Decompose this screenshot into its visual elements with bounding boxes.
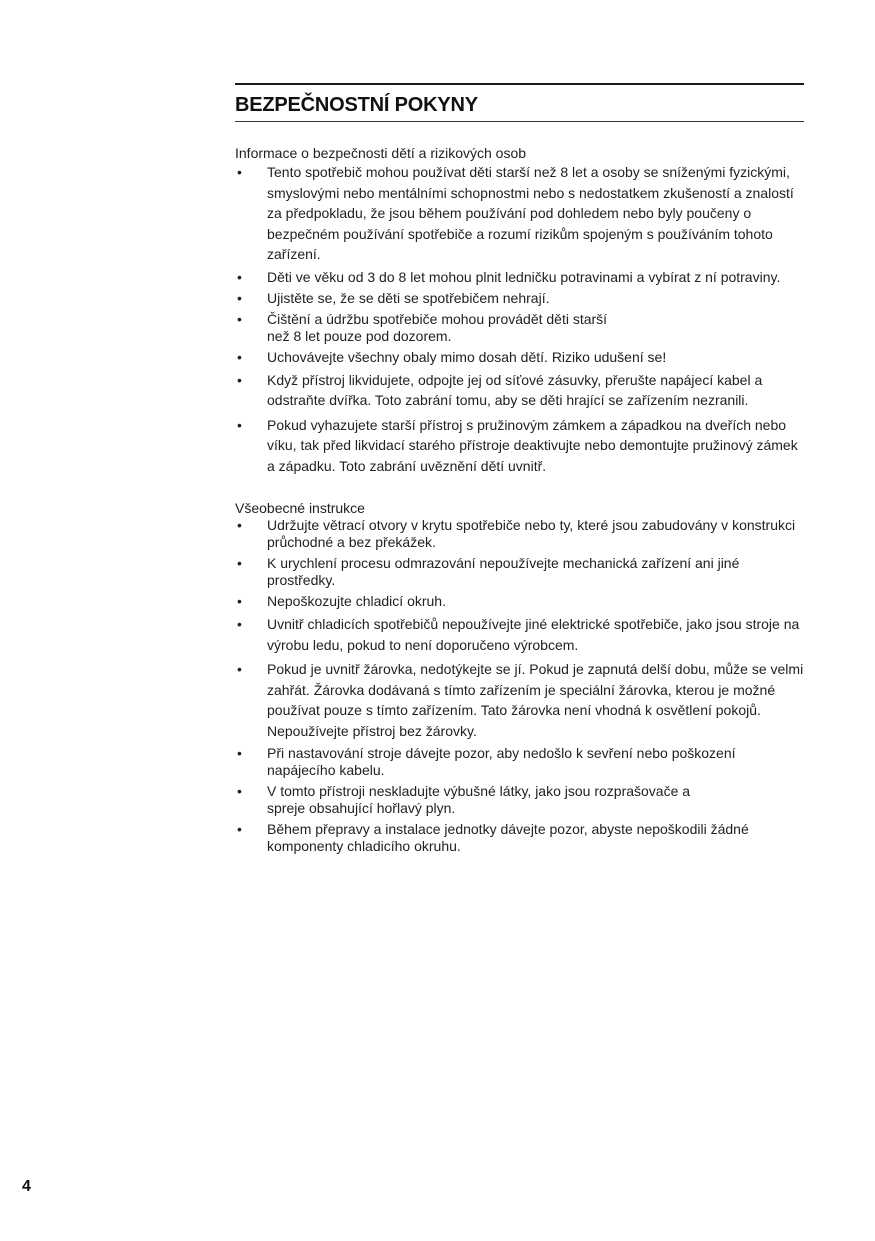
list-item — [235, 659, 804, 741]
list-item — [235, 370, 804, 411]
bullet-icon: • — [237, 593, 242, 609]
list-item — [235, 783, 804, 817]
title-top-rule — [235, 83, 804, 85]
bullet-icon: • — [237, 616, 242, 632]
title-bottom-rule — [235, 121, 804, 122]
list-item — [235, 821, 804, 855]
bullet-icon: • — [237, 371, 242, 388]
general-instructions-list — [235, 517, 804, 855]
bullet-icon: • — [237, 268, 242, 285]
page-number: 4 — [22, 1178, 31, 1195]
list-item-text: Během přepravy a instalace jednotky dávejte pozor, abyste nepoškodili žádné komponenty chladicího okruhu. — [267, 821, 749, 854]
section-heading-general: Všeobecné instrukce — [235, 500, 365, 516]
list-item — [235, 517, 804, 551]
page-title: BEZPEČNOSTNÍ POKYNY — [235, 94, 478, 116]
list-item — [235, 269, 804, 286]
list-item — [235, 162, 804, 265]
list-item-text: Uvnitř chladicích spotřebičů nepoužívejte jiné elektrické spotřebiče, jako jsou stroje na výrobu ledu, pokud to není doporučeno výrobcem. — [267, 616, 800, 653]
list-item-text: Čištění a údržbu spotřebiče mohou provádět děti starší než 8 let pouze pod dozorem. — [267, 310, 608, 344]
list-item-text: Pokud vyhazujete starší přístroj s pružinovým zámkem a západkou na dveřích nebo víku, tak před likvidací starého přístroje deaktivujte nebo demontujte pružinový zámek a západku. Toto zabrání uvěznění dětí uvnitř. — [267, 416, 798, 474]
list-item — [235, 349, 804, 366]
list-item-text: Tento spotřebič mohou používat děti starší než 8 let a osoby se sníženými fyzickými, smyslovými nebo mentálními schopnostmi nebo s nedostatkem zkušeností a znalostí za předpokladu, že jsou během používání pod dohledem nebo byly poučeny o bezpečném používání spotřebiče a rozumí rizikům spojeným s používáním tohoto zařízení. — [267, 164, 794, 262]
list-item-text: Udržujte větrací otvory v krytu spotřebiče nebo ty, které jsou zabudovány v konstrukci průchodné a bez překážek. — [267, 517, 796, 550]
list-item — [235, 614, 804, 655]
bullet-icon: • — [237, 164, 242, 180]
bullet-icon: • — [237, 661, 242, 677]
list-item — [235, 745, 804, 779]
bullet-icon: • — [237, 416, 242, 433]
list-item-text: Když přístroj likvidujete, odpojte jej od síťové zásuvky, přerušte napájecí kabel a odstraňte dvířka. Toto zabrání tomu, aby se děti hrající se zařízením nezranili. — [267, 371, 763, 408]
bullet-icon: • — [237, 783, 242, 799]
list-item-text: Při nastavování stroje dávejte pozor, aby nedošlo k sevření nebo poškození napájecího kabelu. — [267, 745, 736, 778]
list-item-text: Děti ve věku od 3 do 8 let mohou plnit ledničku potravinami a vybírat z ní potraviny. — [267, 268, 781, 285]
list-item-text: Uchovávejte všechny obaly mimo dosah dětí. Riziko udušení se! — [267, 348, 667, 365]
list-item — [235, 290, 804, 307]
bullet-icon: • — [237, 517, 242, 533]
bullet-icon: • — [237, 745, 242, 761]
bullet-icon: • — [237, 310, 242, 327]
page-content — [235, 83, 804, 859]
list-item — [235, 555, 804, 589]
list-item-text: Nepoškozujte chladicí okruh. — [267, 593, 446, 609]
bullet-icon: • — [237, 289, 242, 306]
list-item-text: K urychlení procesu odmrazování nepoužívejte mechanická zařízení ani jiné prostředky. — [267, 555, 740, 588]
list-item — [235, 415, 804, 477]
child-safety-list — [235, 162, 804, 476]
list-item-text: Pokud je uvnitř žárovka, nedotýkejte se jí. Pokud je zapnutá delší dobu, může se velmi zahřát. Žárovka dodávaná s tímto zařízením je speciální žárovka, kterou je možné používat pouze s tímto zařízením. Tato žárovka není vhodná k osvětlení pokojů. Nepoužívejte přístroj bez žárovky. — [267, 661, 804, 739]
list-item — [235, 311, 804, 345]
bullet-icon: • — [237, 555, 242, 571]
list-item — [235, 593, 804, 610]
bullet-icon: • — [237, 348, 242, 365]
section-heading-child-safety: Informace o bezpečnosti dětí a rizikových osob — [235, 145, 527, 161]
bullet-icon: • — [237, 821, 242, 837]
list-item-text: V tomto přístroji neskladujte výbušné látky, jako jsou rozprašovače a spreje obsahující hořlavý plyn. — [267, 783, 691, 816]
list-item-text: Ujistěte se, že se děti se spotřebičem nehrají. — [267, 289, 550, 306]
